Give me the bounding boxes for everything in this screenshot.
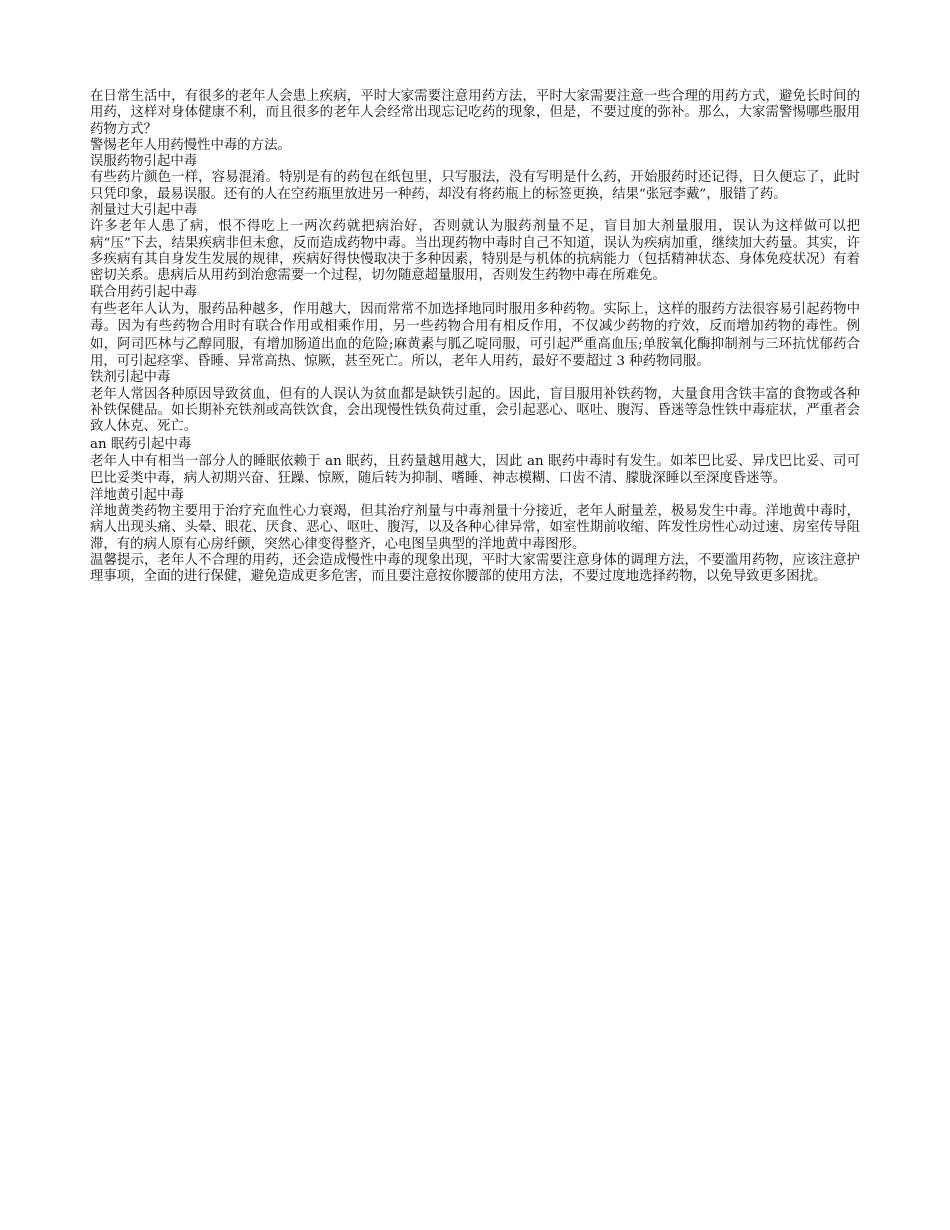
closing-paragraph: 温馨提示，老年人不合理的用药，还会造成慢性中毒的现象出现，平时大家需要注意身体的调理方法，不要滥用药物，应该注意护理事项，全面的进行保健，避免造成更多危害，而且要注意按你腰部的使用方法，不要过度地选择药物，以免导致更多困扰。 [90, 553, 860, 585]
article-body [90, 89, 860, 586]
section-paragraph: 有些药片颜色一样，容易混淆。特别是有的药包在纸包里，只写服法，没有写明是什么药，开始服药时还记得，日久便忘了，此时只凭印象，最易误服。还有的人在空药瓶里放进另一种药，却没有将药瓶上的标签更换，结果“张冠李戴”，服错了药。 [90, 170, 860, 202]
section-heading: 剂量过大引起中毒 [90, 203, 198, 219]
section-heading: 误服药物引起中毒 [90, 154, 198, 170]
section-heading: 洋地黄引起中毒 [90, 487, 184, 503]
intro-paragraph: 在日常生活中，有很多的老年人会患上疾病，平时大家需要注意用药方法，平时大家需要注意一些合理的用药方式，避免长时间的用药，这样对身体健康不利，而且很多的老年人会经常出现忘记吃药的现象，但是，不要过度的弥补。那么，大家需警惕哪些服用药物方式？ [90, 89, 860, 137]
section-paragraph: 老年人常因各种原因导致贫血，但有的人误认为贫血都是缺铁引起的。因此，盲目服用补铁药物，大量食用含铁丰富的食物或各种补铁保健品。如长期补充铁剂或高铁饮食，会出现慢性铁负荷过重，会引起恶心、呕吐、腹泻、昏迷等急性铁中毒症状，严重者会致人休克、死亡。 [90, 386, 860, 435]
section-paragraph: 洋地黄类药物主要用于治疗充血性心力衰竭，但其治疗剂量与中毒剂量十分接近，老年人耐量差，极易发生中毒。洋地黄中毒时，病人出现头痛、头晕、眼花、厌食、恶心、呕吐、腹泻，以及各种心律异常，如室性期前收缩、阵发性房性心动过速、房室传导阻滞，有的病人原有心房纤颤，突然心律变得整齐，心电图呈典型的洋地黄中毒图形。 [90, 504, 860, 552]
section-heading: 铁剂引起中毒 [90, 370, 171, 386]
section-heading: an 眠药引起中毒 [90, 436, 192, 452]
section-paragraph: 有些老年人认为，服药品种越多，作用越大，因而常常不加选择地同时服用多种药物。实际上，这样的服药方法很容易引起药物中毒。因为有些药物合用时有联合作用或相乘作用，另一些药物合用有相反作用，不仅减少药物的疗效，反而增加药物的毒性。例如，阿司匹林与乙醇同服，有增加肠道出血的危险;麻黄素与胍乙啶同服，可引起严重高血压;单胺氧化酶抑制剂与三环抗忧郁药合用，可引起痉挛、昏睡、异常高热、惊厥，甚至死亡。所以，老年人用药，最好不要超过 3 种药物同服。 [90, 301, 860, 370]
section-heading: 联合用药引起中毒 [90, 284, 198, 300]
section-paragraph: 许多老年人患了病，恨不得吃上一两次药就把病治好，否则就认为服药剂量不足，盲目加大剂量服用，误认为这样做可以把病“压”下去，结果疾病非但未愈，反而造成药物中毒。当出现药物中毒时自己不知道，误认为疾病加重，继续加大药量。其实，许多疾病有其自身发生发展的规律，疾病好得快慢取决于多种因素，特别是与机体的抗病能力（包括精神状态、身体免疫状况）有着密切关系。患病后从用药到治愈需要一个过程，切勿随意超量服用，否则发生药物中毒在所难免。 [90, 219, 860, 284]
lead-line: 警惕老年人用药慢性中毒的方法。 [90, 137, 291, 153]
section-paragraph: 老年人中有相当一部分人的睡眠依赖于 an 眠药，且药量越用越大，因此 an 眠药中毒时有发生。如苯巴比妥、异戊巴比妥、司可巴比妥类中毒，病人初期兴奋、狂躁、惊厥，随后转为抑制、嗜睡、神志模糊、口齿不清、朦胧深睡以至深度昏迷等。 [90, 454, 860, 487]
